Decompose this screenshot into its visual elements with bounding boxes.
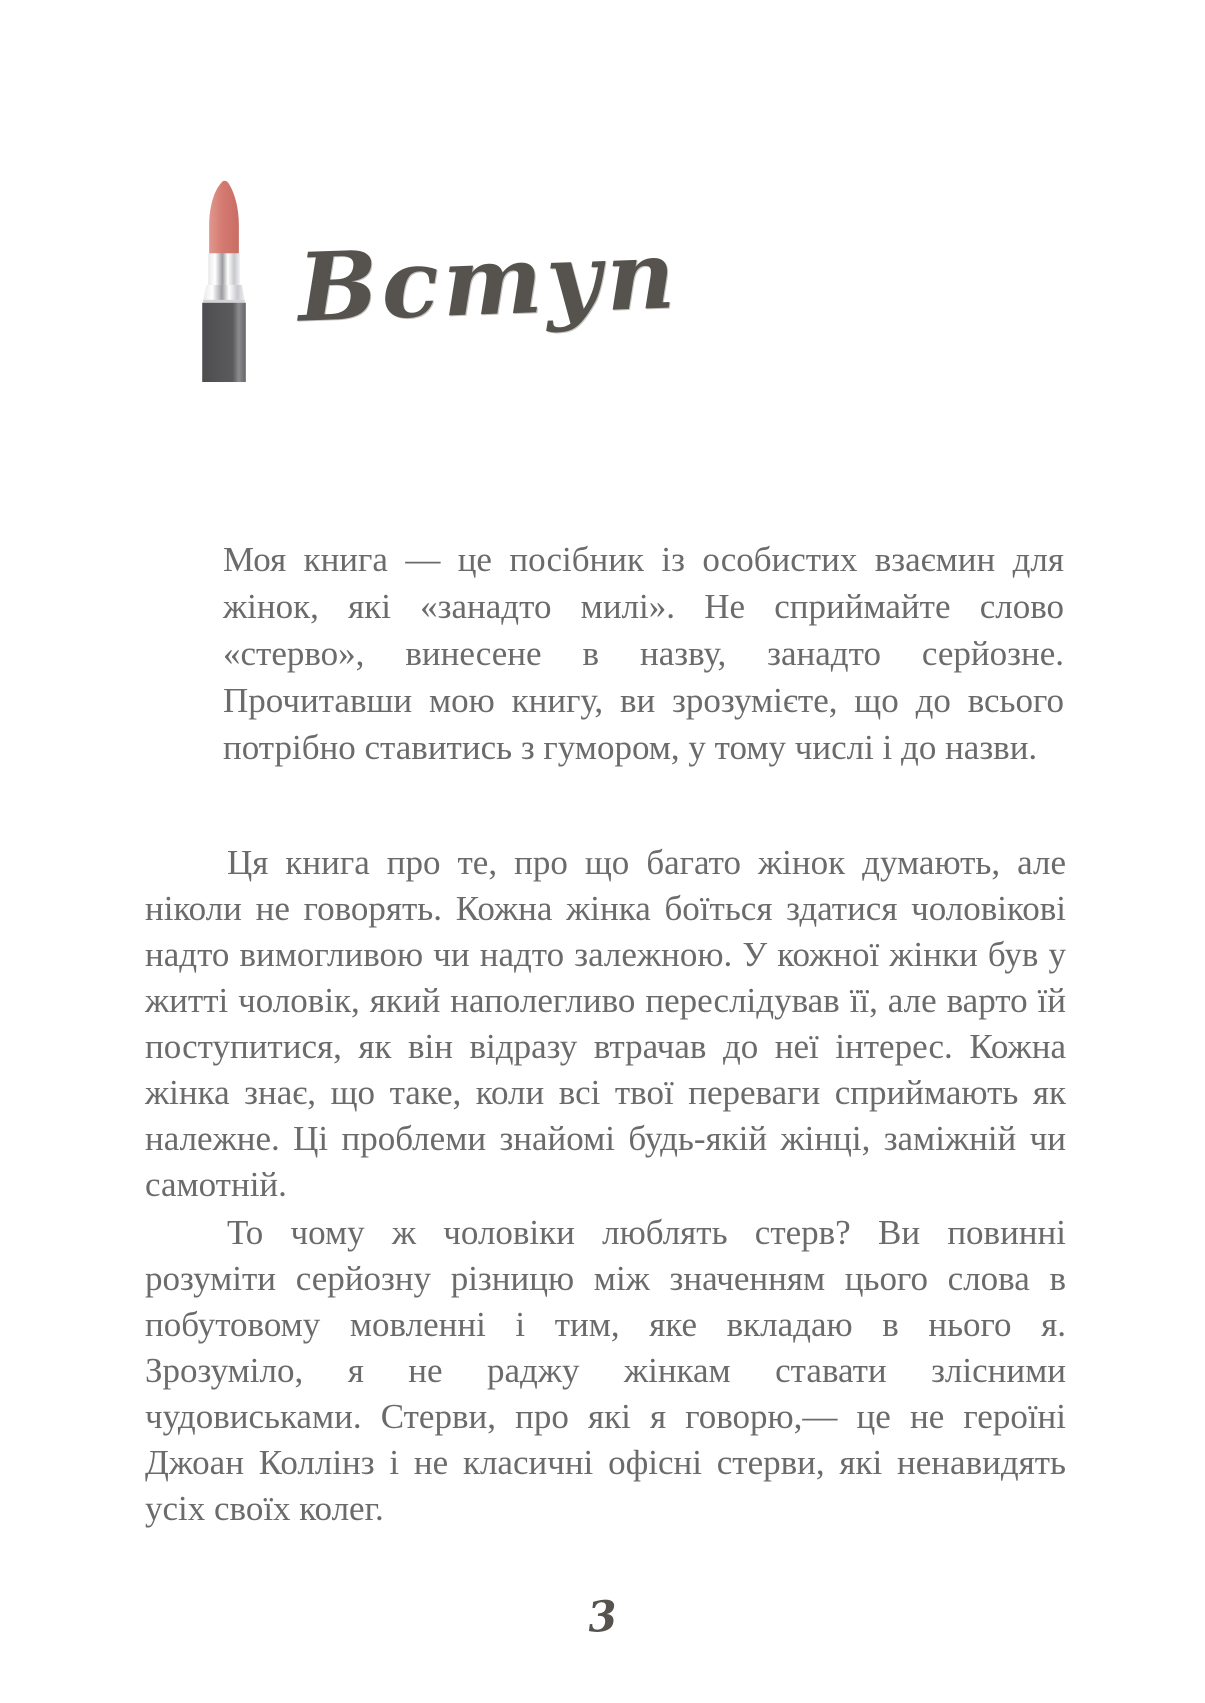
chapter-title: Вступ (296, 220, 681, 344)
paragraph: Ця книга про те, про що багато жінок думають, але ніколи не говорять. Кожна жінка боїться здатися чоловікові надто вимогливою чи надто залежною. У кожної жінки був у житті чоловік, який наполегливо переслідував її, але варто їй поступитися, як він відразу втрачав до неї інтерес. Кожна жінка знає, що таке, коли всі твої переваги сприймають як належне. Ці проблеми знайомі будь-якій жінці, заміжній чи самотній. (145, 843, 1066, 1204)
body-paragraphs (145, 840, 1066, 1532)
paragraph: То чому ж чоловіки люблять стерв? Ви повинні розуміти серйозну різницю між значенням цього слова в побутовому мовленні і тим, яке вкладаю в нього я. Зрозуміло, я не раджу жінкам ставати злісними чудовиськами. Стерви, про які я говорю,— це не героїні Джоан Коллінз і не класичні офісні стерви, які ненавидять усіх своїх колег. (145, 1213, 1066, 1528)
lipstick-icon (199, 176, 251, 384)
chapter-header (0, 0, 1205, 420)
page-number: 3 (586, 1591, 619, 1642)
lead-paragraph: Моя книга — це посібник із особистих взаємин для жінок, які «занадто милі». Не сприймайте слово «стерво», винесене в назву, занадто серйозне. Прочитавши мою книгу, ви зрозумієте, що до всього потрібно ставитись з гумором, у тому числі і до назви. (223, 540, 1064, 767)
